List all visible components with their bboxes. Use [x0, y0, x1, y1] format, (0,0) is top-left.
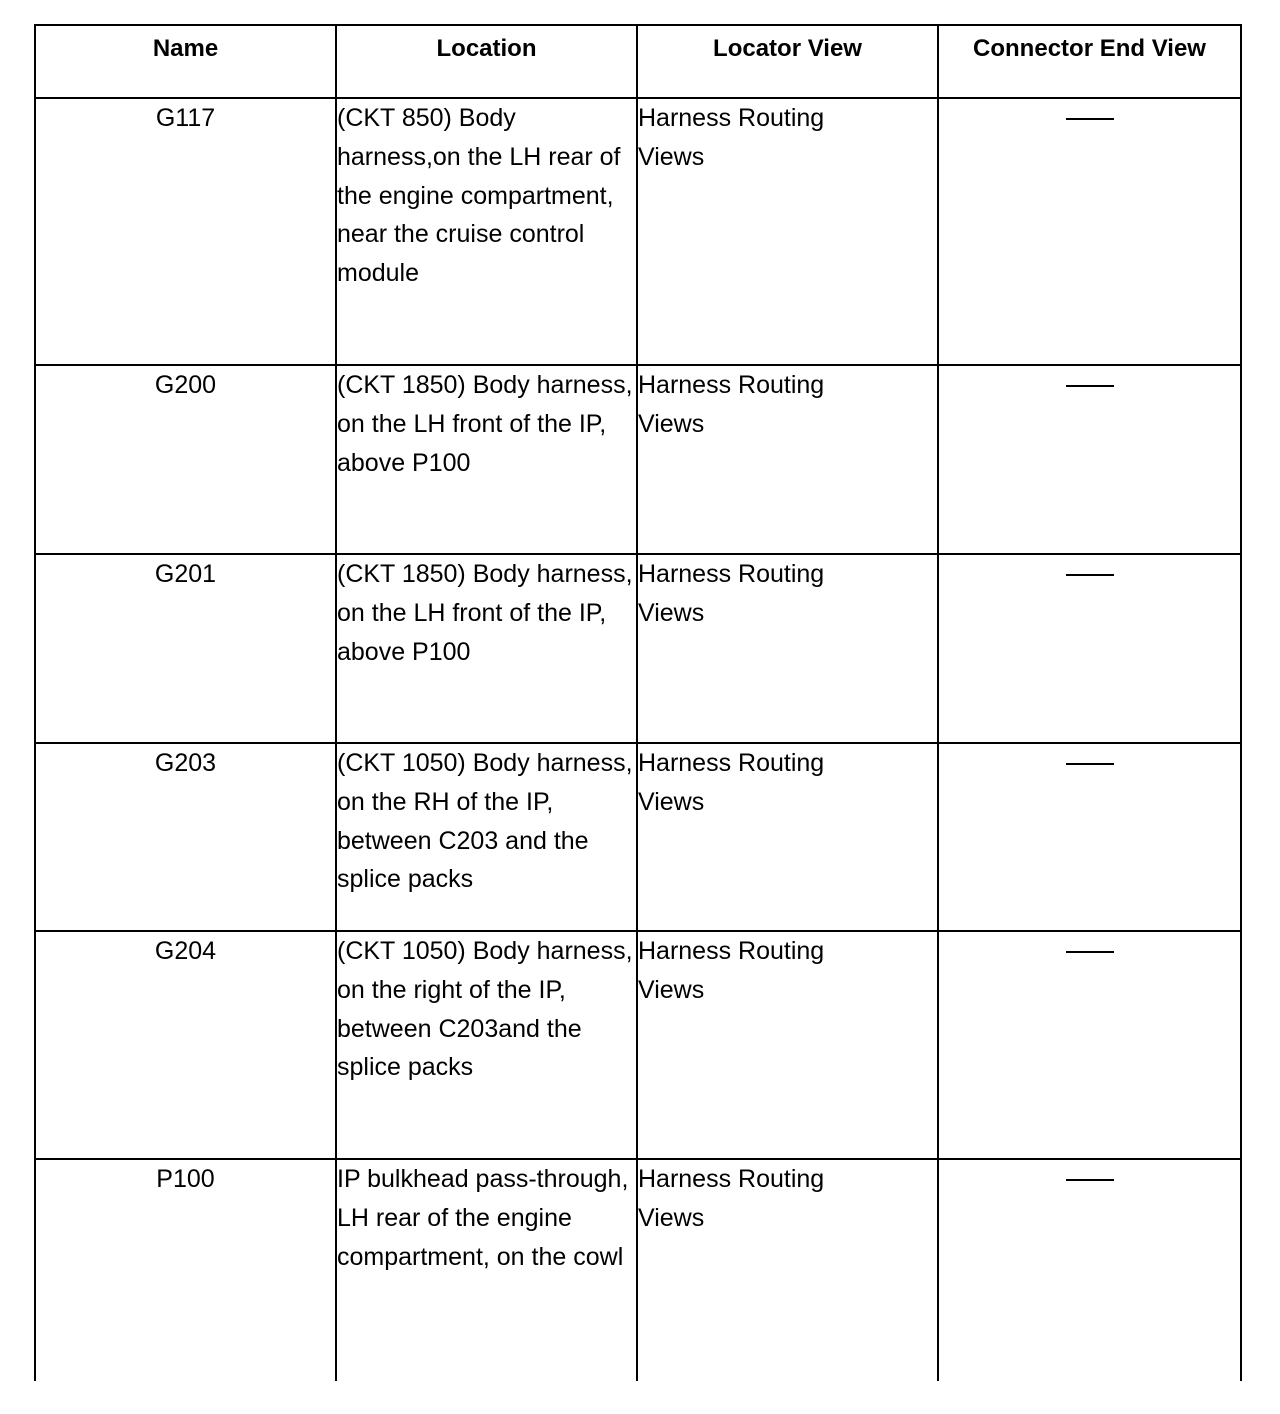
row-connector-end-view	[938, 365, 1241, 554]
table-header-row	[35, 25, 1241, 98]
row-connector-end-view	[938, 554, 1241, 743]
table-row	[35, 554, 1241, 743]
header-location: Location	[336, 25, 637, 98]
row-location: (CKT 1050) Body harness, on the RH of the IP, between C203 and the splice packs	[336, 743, 637, 931]
header-connector-end-view: Connector End View	[938, 25, 1241, 98]
ground-locations-table-wrapper	[34, 24, 1240, 1381]
row-connector-end-view	[938, 98, 1241, 365]
row-name: P100	[35, 1159, 336, 1381]
row-location: (CKT 1050) Body harness, on the right of the IP, between C203and the splice packs	[336, 931, 637, 1159]
table-row	[35, 365, 1241, 554]
row-location: (CKT 1850) Body harness, on the LH front of the IP, above P100	[336, 554, 637, 743]
row-locator-view	[637, 931, 938, 1159]
empty-dash-icon	[1066, 763, 1114, 765]
empty-dash-icon	[1066, 385, 1114, 387]
row-connector-end-view	[938, 743, 1241, 931]
empty-dash-icon	[1066, 118, 1114, 120]
table-row	[35, 1159, 1241, 1381]
locator-view-link[interactable]: Harness Routing Views	[638, 560, 825, 627]
empty-dash-icon	[1066, 951, 1114, 953]
empty-dash-icon	[1066, 1179, 1114, 1181]
row-location: (CKT 1850) Body harness, on the LH front of the IP, above P100	[336, 365, 637, 554]
row-connector-end-view	[938, 931, 1241, 1159]
row-name: G200	[35, 365, 336, 554]
row-locator-view	[637, 554, 938, 743]
empty-dash-icon	[1066, 574, 1114, 576]
locator-view-link[interactable]: Harness Routing Views	[638, 937, 825, 1004]
locator-view-link[interactable]: Harness Routing Views	[638, 371, 825, 438]
row-name: G203	[35, 743, 336, 931]
table-row	[35, 743, 1241, 931]
row-locator-view	[637, 365, 938, 554]
header-locator-view: Locator View	[637, 25, 938, 98]
locator-view-link[interactable]: Harness Routing Views	[638, 1165, 825, 1232]
locator-view-link[interactable]: Harness Routing Views	[638, 749, 825, 816]
header-name: Name	[35, 25, 336, 98]
ground-locations-table	[34, 24, 1242, 1381]
table-row	[35, 98, 1241, 365]
row-locator-view	[637, 98, 938, 365]
row-connector-end-view	[938, 1159, 1241, 1381]
row-locator-view	[637, 1159, 938, 1381]
row-name: G204	[35, 931, 336, 1159]
table-row	[35, 931, 1241, 1159]
row-name: G117	[35, 98, 336, 365]
row-location: (CKT 850) Body harness,on the LH rear of the engine compartment, near the cruise control module	[336, 98, 637, 365]
locator-view-link[interactable]: Harness Routing Views	[638, 104, 825, 171]
row-location: IP bulkhead pass-through, LH rear of the engine compartment, on the cowl	[336, 1159, 637, 1381]
row-name: G201	[35, 554, 336, 743]
row-locator-view	[637, 743, 938, 931]
